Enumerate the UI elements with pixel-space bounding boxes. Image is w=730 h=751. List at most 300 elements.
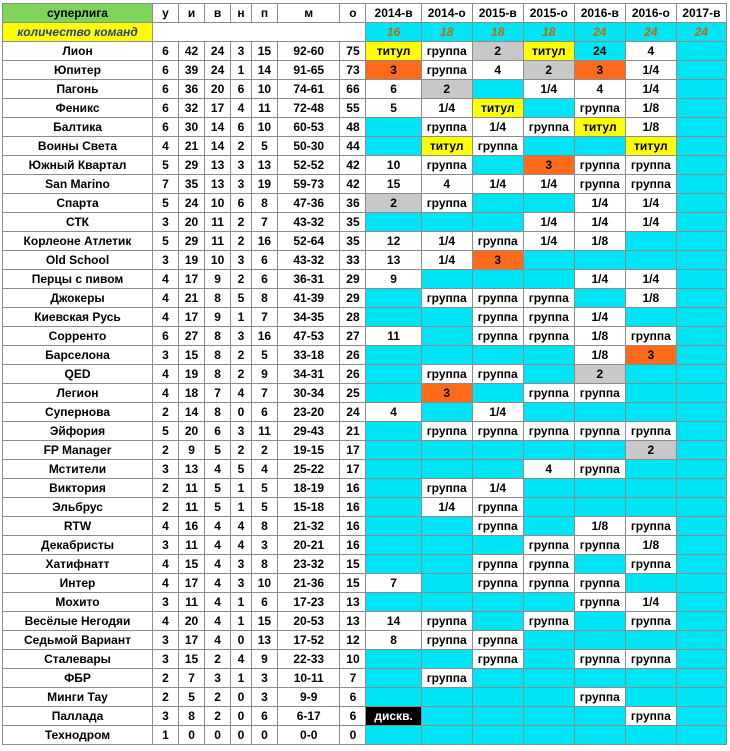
season-result: группа bbox=[574, 156, 625, 175]
team-name: Барселона bbox=[3, 346, 153, 365]
stat-m: 9-9 bbox=[277, 688, 340, 707]
season-result: группа bbox=[523, 612, 574, 631]
season-result: группа bbox=[421, 118, 472, 137]
stat-m: 23-32 bbox=[277, 555, 340, 574]
season-result: дискв. bbox=[366, 707, 421, 726]
stat-i: 21 bbox=[179, 137, 205, 156]
team-row bbox=[3, 460, 727, 479]
team-row bbox=[3, 365, 727, 384]
stat-m: 92-60 bbox=[277, 42, 340, 61]
team-row bbox=[3, 517, 727, 536]
stat-v: 3 bbox=[205, 669, 231, 688]
season-result: группа bbox=[421, 422, 472, 441]
season-result bbox=[676, 99, 726, 118]
season-result bbox=[366, 669, 421, 688]
team-name: Юпитер bbox=[3, 61, 153, 80]
team-row bbox=[3, 156, 727, 175]
team-row bbox=[3, 99, 727, 118]
season-result: 3 bbox=[574, 61, 625, 80]
stat-i: 20 bbox=[179, 422, 205, 441]
season-result: 12 bbox=[366, 232, 421, 251]
team-name: Хатифнатт bbox=[3, 555, 153, 574]
season-result bbox=[676, 555, 726, 574]
stat-n: 3 bbox=[231, 574, 252, 593]
season-result bbox=[625, 232, 676, 251]
season-result bbox=[523, 441, 574, 460]
season-result: 3 bbox=[472, 251, 523, 270]
stat-i: 24 bbox=[179, 194, 205, 213]
team-count: 24 bbox=[676, 23, 726, 42]
season-result bbox=[421, 555, 472, 574]
standings-body bbox=[3, 4, 727, 745]
stat-o: 13 bbox=[340, 593, 366, 612]
stat-p: 5 bbox=[251, 137, 277, 156]
season-result: 1/4 bbox=[574, 213, 625, 232]
season-result bbox=[676, 346, 726, 365]
stat-v: 24 bbox=[205, 42, 231, 61]
stat-i: 11 bbox=[179, 498, 205, 517]
stat-m: 20-53 bbox=[277, 612, 340, 631]
season-result bbox=[421, 650, 472, 669]
stat-u: 4 bbox=[153, 270, 179, 289]
stat-i: 0 bbox=[179, 726, 205, 745]
stat-u: 3 bbox=[153, 460, 179, 479]
season-result: группа bbox=[472, 308, 523, 327]
stat-v: 2 bbox=[205, 688, 231, 707]
season-result: 10 bbox=[366, 156, 421, 175]
season-result: группа bbox=[523, 555, 574, 574]
season-result bbox=[625, 631, 676, 650]
stat-u: 3 bbox=[153, 346, 179, 365]
stat-v: 14 bbox=[205, 118, 231, 137]
season-result bbox=[421, 688, 472, 707]
team-row bbox=[3, 612, 727, 631]
stat-v: 17 bbox=[205, 99, 231, 118]
season-result: титул bbox=[366, 42, 421, 61]
col-header-m: м bbox=[277, 4, 340, 23]
stat-v: 4 bbox=[205, 574, 231, 593]
stat-m: 30-34 bbox=[277, 384, 340, 403]
team-name: Old School bbox=[3, 251, 153, 270]
stat-p: 14 bbox=[251, 61, 277, 80]
stat-o: 6 bbox=[340, 688, 366, 707]
stat-v: 8 bbox=[205, 403, 231, 422]
season-result bbox=[574, 137, 625, 156]
season-result: группа bbox=[574, 650, 625, 669]
stat-n: 4 bbox=[231, 384, 252, 403]
stat-v: 20 bbox=[205, 80, 231, 99]
stat-v: 7 bbox=[205, 384, 231, 403]
season-result: 3 bbox=[421, 384, 472, 403]
stat-o: 75 bbox=[340, 42, 366, 61]
season-result bbox=[625, 251, 676, 270]
stat-u: 5 bbox=[153, 422, 179, 441]
season-result: группа bbox=[523, 327, 574, 346]
season-result: 4 bbox=[472, 61, 523, 80]
stat-n: 0 bbox=[231, 707, 252, 726]
stat-n: 4 bbox=[231, 99, 252, 118]
stat-u: 3 bbox=[153, 251, 179, 270]
stat-v: 4 bbox=[205, 612, 231, 631]
season-result: 6 bbox=[366, 80, 421, 99]
stat-m: 43-32 bbox=[277, 251, 340, 270]
season-header: 2014-о bbox=[421, 4, 472, 23]
team-row bbox=[3, 707, 727, 726]
season-result: группа bbox=[574, 574, 625, 593]
season-result: титул bbox=[523, 42, 574, 61]
season-result bbox=[523, 403, 574, 422]
season-result: группа bbox=[523, 118, 574, 137]
stat-o: 36 bbox=[340, 194, 366, 213]
stat-n: 2 bbox=[231, 270, 252, 289]
stat-i: 27 bbox=[179, 327, 205, 346]
stat-p: 16 bbox=[251, 327, 277, 346]
season-result: 3 bbox=[625, 346, 676, 365]
season-result: группа bbox=[421, 365, 472, 384]
season-result: группа bbox=[625, 327, 676, 346]
season-result bbox=[625, 460, 676, 479]
stat-m: 59-73 bbox=[277, 175, 340, 194]
team-row bbox=[3, 118, 727, 137]
team-name: Эльбрус bbox=[3, 498, 153, 517]
season-result bbox=[366, 308, 421, 327]
season-result: 1/8 bbox=[574, 232, 625, 251]
season-result: 1/4 bbox=[421, 251, 472, 270]
season-result: группа bbox=[625, 156, 676, 175]
season-result: группа bbox=[625, 175, 676, 194]
season-result: группа bbox=[421, 61, 472, 80]
team-name: Легион bbox=[3, 384, 153, 403]
season-result bbox=[523, 479, 574, 498]
stat-o: 12 bbox=[340, 631, 366, 650]
season-result bbox=[676, 327, 726, 346]
stat-i: 17 bbox=[179, 308, 205, 327]
stat-n: 1 bbox=[231, 593, 252, 612]
stat-m: 74-61 bbox=[277, 80, 340, 99]
season-result: 4 bbox=[574, 80, 625, 99]
stat-n: 0 bbox=[231, 688, 252, 707]
season-result bbox=[523, 688, 574, 707]
season-result: группа bbox=[574, 175, 625, 194]
season-result bbox=[366, 346, 421, 365]
stat-n: 3 bbox=[231, 555, 252, 574]
stat-m: 19-15 bbox=[277, 441, 340, 460]
season-result bbox=[523, 194, 574, 213]
season-result: группа bbox=[625, 612, 676, 631]
team-row bbox=[3, 289, 727, 308]
stat-n: 1 bbox=[231, 61, 252, 80]
stat-u: 4 bbox=[153, 574, 179, 593]
team-row bbox=[3, 536, 727, 555]
stat-p: 8 bbox=[251, 517, 277, 536]
team-name: FP Manager bbox=[3, 441, 153, 460]
stat-p: 13 bbox=[251, 631, 277, 650]
season-result: 5 bbox=[366, 99, 421, 118]
season-result bbox=[523, 669, 574, 688]
stat-o: 35 bbox=[340, 232, 366, 251]
stat-u: 1 bbox=[153, 726, 179, 745]
season-result: 3 bbox=[523, 156, 574, 175]
stat-p: 10 bbox=[251, 574, 277, 593]
stat-i: 17 bbox=[179, 574, 205, 593]
season-result bbox=[676, 536, 726, 555]
stat-u: 3 bbox=[153, 593, 179, 612]
stat-o: 15 bbox=[340, 555, 366, 574]
stat-i: 30 bbox=[179, 118, 205, 137]
stat-o: 35 bbox=[340, 213, 366, 232]
season-result: 1/4 bbox=[625, 213, 676, 232]
season-result: 1/4 bbox=[625, 270, 676, 289]
season-result: группа bbox=[574, 460, 625, 479]
stat-v: 11 bbox=[205, 232, 231, 251]
stat-n: 2 bbox=[231, 213, 252, 232]
stat-o: 29 bbox=[340, 270, 366, 289]
stat-m: 60-53 bbox=[277, 118, 340, 137]
team-name: Виктория bbox=[3, 479, 153, 498]
season-result bbox=[472, 384, 523, 403]
stat-i: 21 bbox=[179, 289, 205, 308]
season-result: группа bbox=[421, 612, 472, 631]
stat-u: 4 bbox=[153, 555, 179, 574]
season-result: 14 bbox=[366, 612, 421, 631]
season-result bbox=[676, 213, 726, 232]
season-result: 1/8 bbox=[625, 536, 676, 555]
season-result: 1/8 bbox=[574, 346, 625, 365]
stat-m: 21-32 bbox=[277, 517, 340, 536]
stat-v: 4 bbox=[205, 631, 231, 650]
stat-m: 17-52 bbox=[277, 631, 340, 650]
season-result: 2 bbox=[421, 80, 472, 99]
stat-n: 2 bbox=[231, 137, 252, 156]
stat-o: 26 bbox=[340, 365, 366, 384]
stat-m: 29-43 bbox=[277, 422, 340, 441]
team-count-row bbox=[3, 23, 727, 42]
team-row bbox=[3, 441, 727, 460]
stat-i: 18 bbox=[179, 384, 205, 403]
season-result bbox=[523, 365, 574, 384]
team-row bbox=[3, 688, 727, 707]
team-name: Интер bbox=[3, 574, 153, 593]
season-result bbox=[574, 612, 625, 631]
team-row bbox=[3, 80, 727, 99]
season-result bbox=[366, 441, 421, 460]
stat-p: 7 bbox=[251, 308, 277, 327]
stat-o: 7 bbox=[340, 669, 366, 688]
season-result bbox=[472, 536, 523, 555]
season-result: группа bbox=[574, 99, 625, 118]
stat-u: 5 bbox=[153, 232, 179, 251]
stat-m: 36-31 bbox=[277, 270, 340, 289]
team-name: Воины Света bbox=[3, 137, 153, 156]
team-name: Пагонь bbox=[3, 80, 153, 99]
stat-u: 3 bbox=[153, 536, 179, 555]
season-result: 9 bbox=[366, 270, 421, 289]
season-result bbox=[366, 555, 421, 574]
stat-n: 2 bbox=[231, 346, 252, 365]
stat-u: 3 bbox=[153, 650, 179, 669]
stat-u: 2 bbox=[153, 688, 179, 707]
stat-i: 7 bbox=[179, 669, 205, 688]
season-result: 15 bbox=[366, 175, 421, 194]
stat-n: 5 bbox=[231, 460, 252, 479]
stat-n: 6 bbox=[231, 80, 252, 99]
stat-m: 52-64 bbox=[277, 232, 340, 251]
team-name: Весёлые Негодяи bbox=[3, 612, 153, 631]
season-result: 1/4 bbox=[472, 118, 523, 137]
stat-p: 11 bbox=[251, 422, 277, 441]
stat-m: 23-20 bbox=[277, 403, 340, 422]
season-result bbox=[676, 137, 726, 156]
season-result bbox=[625, 669, 676, 688]
season-result bbox=[366, 517, 421, 536]
stat-o: 6 bbox=[340, 707, 366, 726]
season-result: группа bbox=[523, 422, 574, 441]
season-result: группа bbox=[523, 308, 574, 327]
team-name: RTW bbox=[3, 517, 153, 536]
season-result bbox=[676, 498, 726, 517]
stat-v: 13 bbox=[205, 175, 231, 194]
season-result: 1/4 bbox=[523, 213, 574, 232]
team-row bbox=[3, 403, 727, 422]
season-result: группа bbox=[574, 593, 625, 612]
season-result bbox=[421, 726, 472, 745]
season-result bbox=[421, 574, 472, 593]
stat-i: 19 bbox=[179, 251, 205, 270]
season-result bbox=[676, 688, 726, 707]
team-name: Декабристы bbox=[3, 536, 153, 555]
stat-i: 35 bbox=[179, 175, 205, 194]
season-result: 1/4 bbox=[523, 80, 574, 99]
season-result bbox=[523, 251, 574, 270]
stat-m: 91-65 bbox=[277, 61, 340, 80]
season-result: группа bbox=[625, 555, 676, 574]
season-result bbox=[676, 422, 726, 441]
stat-i: 15 bbox=[179, 650, 205, 669]
season-result: группа bbox=[421, 194, 472, 213]
stat-v: 24 bbox=[205, 61, 231, 80]
stat-u: 6 bbox=[153, 61, 179, 80]
season-result: группа bbox=[472, 289, 523, 308]
season-result bbox=[574, 479, 625, 498]
stat-u: 6 bbox=[153, 327, 179, 346]
season-result bbox=[676, 308, 726, 327]
season-result: 4 bbox=[421, 175, 472, 194]
season-result bbox=[625, 308, 676, 327]
season-result bbox=[676, 251, 726, 270]
stat-i: 9 bbox=[179, 441, 205, 460]
season-result: группа bbox=[421, 42, 472, 61]
season-result: 1/4 bbox=[472, 479, 523, 498]
season-result bbox=[366, 688, 421, 707]
stat-u: 4 bbox=[153, 365, 179, 384]
stat-u: 7 bbox=[153, 175, 179, 194]
stat-i: 17 bbox=[179, 631, 205, 650]
stat-i: 8 bbox=[179, 707, 205, 726]
season-result: 1/4 bbox=[421, 99, 472, 118]
season-result bbox=[366, 536, 421, 555]
season-result bbox=[366, 213, 421, 232]
season-result bbox=[421, 517, 472, 536]
stat-m: 17-23 bbox=[277, 593, 340, 612]
team-row bbox=[3, 61, 727, 80]
season-result bbox=[523, 346, 574, 365]
stat-v: 13 bbox=[205, 156, 231, 175]
stat-i: 14 bbox=[179, 403, 205, 422]
stat-n: 1 bbox=[231, 612, 252, 631]
stat-o: 42 bbox=[340, 156, 366, 175]
stat-i: 42 bbox=[179, 42, 205, 61]
season-result bbox=[366, 726, 421, 745]
stat-o: 27 bbox=[340, 327, 366, 346]
stat-m: 50-30 bbox=[277, 137, 340, 156]
season-result: группа bbox=[472, 574, 523, 593]
team-row bbox=[3, 422, 727, 441]
season-result bbox=[523, 137, 574, 156]
season-result bbox=[574, 631, 625, 650]
stat-o: 42 bbox=[340, 175, 366, 194]
stat-m: 25-22 bbox=[277, 460, 340, 479]
stat-i: 20 bbox=[179, 612, 205, 631]
team-name: Балтика bbox=[3, 118, 153, 137]
season-result bbox=[676, 42, 726, 61]
team-row bbox=[3, 384, 727, 403]
season-result bbox=[676, 118, 726, 137]
season-result: 24 bbox=[574, 42, 625, 61]
stat-v: 6 bbox=[205, 422, 231, 441]
stat-u: 2 bbox=[153, 669, 179, 688]
stat-i: 32 bbox=[179, 99, 205, 118]
season-result: группа bbox=[472, 555, 523, 574]
stat-i: 11 bbox=[179, 536, 205, 555]
stat-u: 4 bbox=[153, 137, 179, 156]
stat-o: 33 bbox=[340, 251, 366, 270]
season-result: 4 bbox=[366, 403, 421, 422]
season-result bbox=[676, 631, 726, 650]
team-count-label: количество команд bbox=[3, 23, 153, 42]
season-result bbox=[523, 631, 574, 650]
stat-n: 2 bbox=[231, 232, 252, 251]
stat-o: 0 bbox=[340, 726, 366, 745]
season-result bbox=[472, 80, 523, 99]
season-result: 1/4 bbox=[574, 270, 625, 289]
team-name: Южный Квартал bbox=[3, 156, 153, 175]
season-result bbox=[625, 688, 676, 707]
stat-v: 10 bbox=[205, 194, 231, 213]
team-count: 24 bbox=[574, 23, 625, 42]
season-result: 3 bbox=[366, 61, 421, 80]
stat-p: 19 bbox=[251, 175, 277, 194]
stat-n: 1 bbox=[231, 479, 252, 498]
stat-p: 10 bbox=[251, 118, 277, 137]
team-name: Паллада bbox=[3, 707, 153, 726]
team-name: Эйфория bbox=[3, 422, 153, 441]
season-result: 1/4 bbox=[472, 175, 523, 194]
season-result bbox=[676, 441, 726, 460]
team-row bbox=[3, 251, 727, 270]
stat-u: 4 bbox=[153, 517, 179, 536]
stat-m: 15-18 bbox=[277, 498, 340, 517]
stat-p: 8 bbox=[251, 194, 277, 213]
team-row bbox=[3, 194, 727, 213]
stat-p: 2 bbox=[251, 441, 277, 460]
season-result: группа bbox=[625, 707, 676, 726]
season-result bbox=[676, 175, 726, 194]
season-result bbox=[625, 498, 676, 517]
col-header-o: о bbox=[340, 4, 366, 23]
stat-p: 4 bbox=[251, 460, 277, 479]
season-result bbox=[676, 61, 726, 80]
team-name: San Marino bbox=[3, 175, 153, 194]
